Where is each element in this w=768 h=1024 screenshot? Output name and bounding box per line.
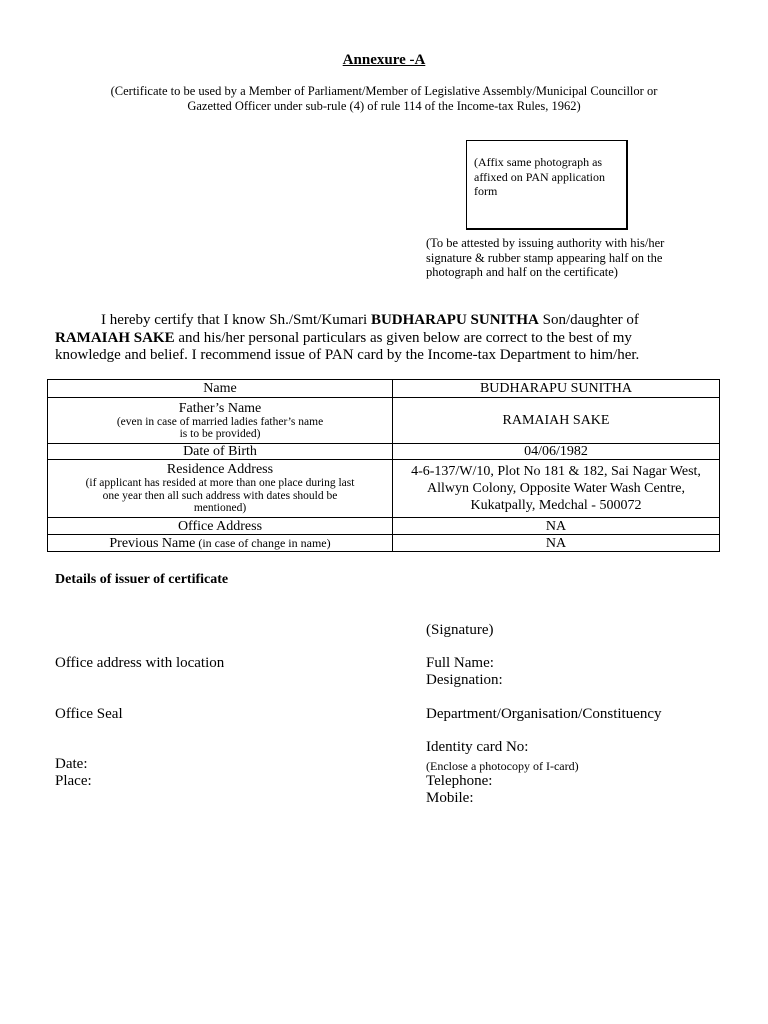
date-label: Date: (55, 756, 88, 772)
address-line: Kukatpally, Medchal - 500072 (470, 498, 642, 513)
name-value: BUDHARAPU SUNITHA (393, 380, 720, 398)
table-row (48, 398, 720, 444)
father-name-label: Father’s Name (178, 400, 262, 416)
office-address-location-label: Office address with location (55, 655, 225, 671)
mobile-label: Mobile: (426, 790, 474, 806)
photo-instruction-line: affixed on PAN application (474, 169, 605, 184)
previous-name-value: NA (393, 535, 720, 552)
certify-text: knowledge and belief. I recommend issue of PAN card by the Income-tax Department to him/her. (55, 347, 640, 363)
enclose-icard-note: (Enclose a photocopy of I-card) (426, 759, 579, 773)
applicant-details-table (47, 379, 720, 552)
father-name-value: RAMAIAH SAKE (393, 398, 720, 444)
table-row (48, 518, 720, 535)
issuer-heading: Details of issuer of certificate (55, 572, 229, 587)
attestation-line: (To be attested by issuing authority with his/her (426, 236, 665, 250)
telephone-label: Telephone: (426, 773, 493, 789)
previous-name-note: (in case of change in name) (195, 535, 331, 550)
name-label: Name (48, 380, 393, 398)
photo-instruction-line: form (474, 184, 498, 198)
dob-label: Date of Birth (48, 444, 393, 460)
applicant-name: BUDHARAPU SUNITHA (370, 312, 539, 328)
subtitle-line-1: (Certificate to be used by a Member of Parliament/Member of Legislative Assembly/Municipal Councillor or (110, 84, 658, 98)
certify-text: I hereby certify that I know Sh./Smt/Kumari (101, 312, 371, 328)
office-address-label: Office Address (48, 518, 393, 535)
signature-label: (Signature) (426, 622, 494, 638)
table-row (48, 535, 720, 552)
department-label: Department/Organisation/Constituency (426, 706, 662, 722)
attestation-line: signature & rubber stamp appearing half on the (426, 250, 663, 265)
attestation-note (426, 236, 726, 280)
father-name-note: (even in case of married ladies father’s name (116, 415, 324, 428)
certificate-subtitle (90, 84, 678, 114)
attestation-line: photograph and half on the certificate) (426, 265, 618, 279)
dob-value: 04/06/1982 (393, 444, 720, 460)
full-name-label: Full Name: (426, 655, 494, 671)
previous-name-label: Previous Name (109, 535, 196, 551)
certification-paragraph (55, 312, 695, 365)
father-name-note: is to be provided) (179, 428, 261, 440)
identity-card-label: Identity card No: (426, 739, 529, 755)
residence-address-note: mentioned) (193, 502, 247, 515)
father-name: RAMAIAH SAKE (55, 329, 175, 346)
designation-label: Designation: (426, 672, 503, 688)
place-label: Place: (55, 773, 92, 789)
photo-box (466, 140, 628, 230)
father-name-cell (48, 398, 393, 444)
certify-text: and his/her personal particulars as given below are correct to the best of my (174, 329, 632, 346)
photo-instruction (474, 155, 624, 199)
subtitle-line-2: Gazetted Officer under sub-rule (4) of rule 114 of the Income-tax Rules, 1962) (187, 99, 581, 113)
residence-address-note: (if applicant has resided at more than one place during last (85, 477, 355, 490)
residence-address-cell (48, 460, 393, 518)
table-row (48, 380, 720, 398)
address-line: Allwyn Colony, Opposite Water Wash Centre, (426, 481, 685, 496)
office-seal-label: Office Seal (55, 706, 123, 722)
annexure-title: Annexure -A (342, 52, 426, 68)
table-row (48, 460, 720, 518)
photo-instruction-line: (Affix same photograph as (474, 155, 603, 169)
residence-address-note: one year then all such address with dates should be (102, 489, 338, 502)
previous-name-cell (48, 535, 393, 552)
certify-text: Son/daughter of (538, 312, 639, 328)
residence-address-value (393, 460, 720, 518)
office-address-value: NA (393, 518, 720, 535)
address-line: 4-6-137/W/10, Plot No 181 & 182, Sai Nagar West, (411, 464, 701, 479)
residence-address-label: Residence Address (166, 462, 274, 478)
table-row (48, 444, 720, 460)
